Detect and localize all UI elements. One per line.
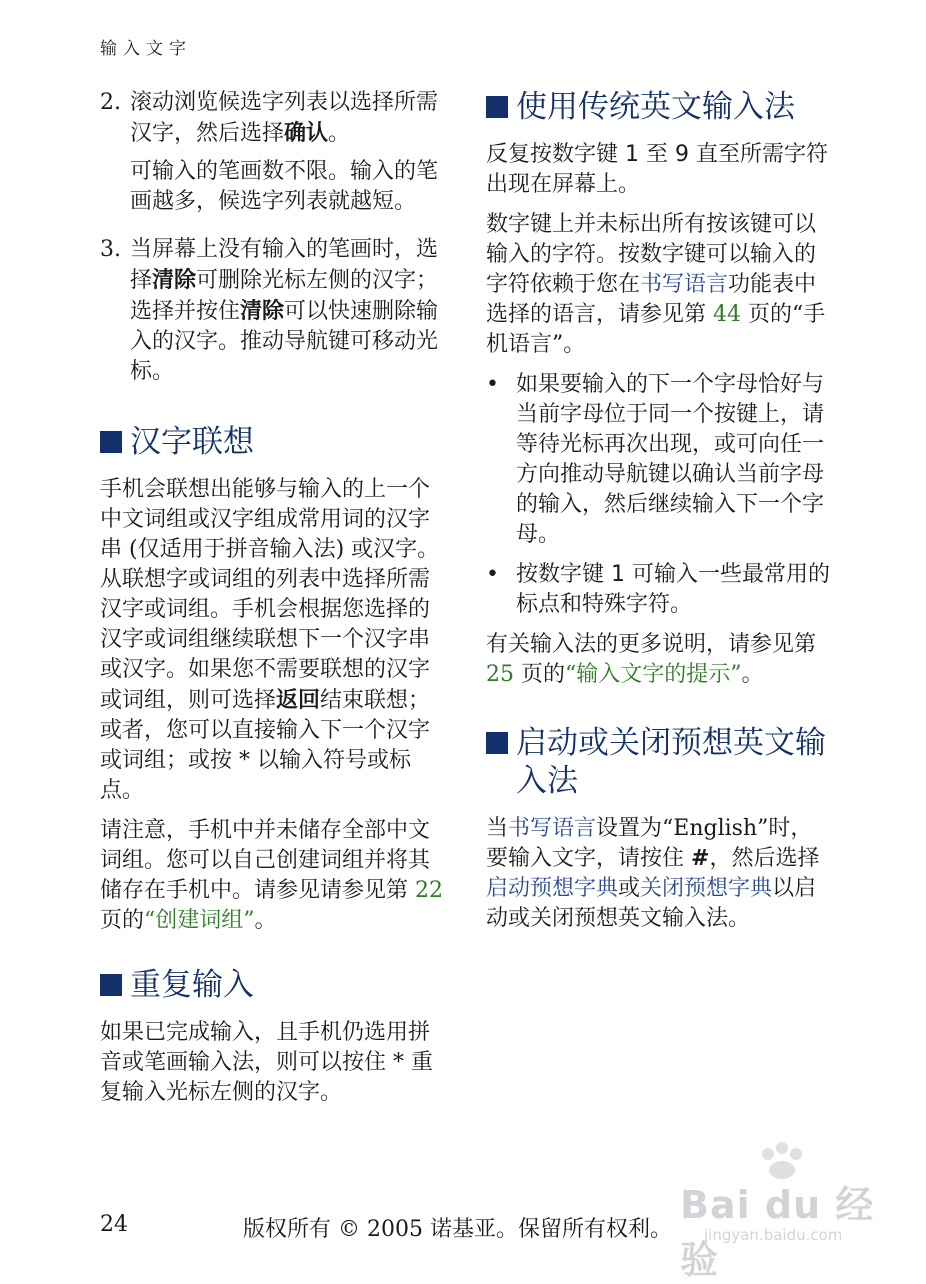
text-run: 可以快速删除输入的汉字。推动导航键可移动光标。	[130, 299, 439, 384]
text-run: 页的	[514, 662, 565, 687]
predictive-paragraph	[486, 814, 831, 934]
heading-text: 使用传统英文输入法	[516, 89, 795, 125]
text-run: 可输入一些最常用的标点和特殊字符。	[516, 562, 830, 617]
text-run: 手机会联想出能够与输入的上一个中文词组或汉字组成常用词的汉字串 (仅适用于拼音输入法) 或汉字。从联想字或词组的列表中选择所需汉字或词组。手机会根据您选择的汉字或词组继续联想下一个汉字串或汉字。如果您不需要联想的汉字或词组，则可选择	[100, 477, 440, 713]
association-note	[100, 816, 445, 936]
hash-key: #	[691, 846, 710, 871]
key-label: 9	[675, 142, 689, 167]
key-label: 1	[625, 142, 639, 167]
step-2	[100, 88, 445, 225]
bullet-dot-icon: •	[486, 562, 499, 587]
section-heading-association	[100, 423, 445, 461]
bullet-item	[486, 370, 831, 550]
key-label: 1	[611, 562, 625, 587]
bullet-text	[516, 560, 831, 620]
association-paragraph	[100, 475, 445, 806]
text-run: ，然后选择	[709, 846, 820, 871]
running-header: 输入文字	[100, 39, 192, 59]
page-ref[interactable]: 22	[415, 878, 443, 903]
clear-term: 清除	[240, 298, 285, 324]
square-bullet-icon	[486, 732, 508, 754]
step-2-note: 可输入的笔画数不限。输入的笔画越多，候选字列表就越短。	[130, 159, 439, 214]
square-bullet-icon	[486, 96, 508, 118]
step-number: 2.	[100, 90, 121, 115]
page-number: 24	[100, 1212, 128, 1237]
writing-language-link[interactable]: 书写语言	[640, 272, 729, 297]
heading-text: 启动或关闭预想英文输入法	[516, 725, 826, 799]
heading-text: 汉字联想	[130, 424, 254, 460]
cross-ref-link[interactable]: “输入文字的提示”	[565, 662, 742, 687]
disable-predictive-link[interactable]: 关闭预想字典	[640, 876, 773, 901]
text-run: 数字键上并未标出所有按该键可以输入的字符。按数字键可以输入的字符依赖于您在	[486, 212, 817, 297]
watermark-url: jingyan.baidu.com	[704, 1226, 843, 1244]
text-run: 结束联想；或者，您可以直接输入下一个汉字或词组；或按 * 以输入符号或标点。	[100, 688, 431, 803]
text-run: 。	[328, 121, 351, 146]
text-run: 反复按数字键	[486, 142, 625, 167]
section-heading-predictive	[486, 724, 831, 800]
page-ref[interactable]: 25	[486, 662, 514, 687]
bullet-item	[486, 560, 831, 620]
repeat-paragraph: 如果已完成输入，且手机仍选用拼音或笔画输入法，则可以按住 * 重复输入光标左侧的汉字。	[100, 1020, 433, 1105]
text-run: 页的	[100, 908, 145, 933]
step-2-text	[130, 88, 445, 149]
text-run: 。	[741, 662, 764, 687]
text-run: 有关输入法的更多说明，请参见第	[486, 632, 817, 657]
text-run: 设置为“English”时，要输入文字，请按住	[486, 816, 813, 871]
copyright-notice: 版权所有 © 2005 诺基亚。保留所有权利。	[243, 1217, 672, 1242]
bullet-dot-icon: •	[486, 372, 499, 397]
back-term: 返回	[276, 687, 321, 713]
text-run: 请注意，手机中并未储存全部中文词组。您可以自己创建词组并将其储存在手机中。请参见请参见第	[100, 818, 431, 903]
heading-text: 重复输入	[130, 967, 254, 1003]
left-column	[100, 88, 445, 1118]
text-run: 直至所需字符出现在屏幕上。	[486, 142, 828, 197]
traditional-p3	[486, 630, 831, 690]
bullet-text: 如果要输入的下一个字母恰好与当前字母位于同一个按键上，请等待光标再次出现，或可向任一方向推动导航键以确认当前字母的输入，然后继续输入下一个字母。	[516, 372, 825, 547]
text-run: 或	[618, 876, 641, 901]
text-run: 功能表中选择的语言，请参见第	[486, 272, 817, 327]
text-run: 按数字键	[516, 562, 611, 587]
text-run: 。	[254, 908, 277, 933]
text-run: 页的“手机语言”。	[486, 302, 826, 357]
square-bullet-icon	[100, 431, 122, 453]
text-run: 可删除光标左侧的汉字；选择并按住	[130, 268, 439, 324]
confirm-term: 确认	[284, 120, 329, 146]
section-heading-repeat	[100, 966, 445, 1004]
step-number: 3.	[100, 237, 121, 262]
traditional-p2	[486, 210, 831, 360]
right-column	[486, 88, 831, 944]
watermark-logo	[680, 1140, 880, 1282]
traditional-p1	[486, 140, 831, 200]
text-run: 以启动或关闭预想英文输入法。	[486, 876, 817, 931]
text-run: 当	[486, 816, 509, 841]
cross-ref-link[interactable]: “创建词组”	[144, 908, 255, 933]
step-3	[100, 235, 445, 395]
writing-language-link[interactable]: 书写语言	[508, 816, 597, 841]
clear-term: 清除	[152, 267, 197, 293]
square-bullet-icon	[100, 974, 122, 996]
page-ref[interactable]: 44	[713, 302, 741, 327]
watermark-text: Bai du 经验	[680, 1183, 875, 1282]
step-3-text	[130, 235, 445, 387]
text-run: 至	[639, 142, 675, 167]
section-heading-traditional	[486, 88, 831, 126]
text-run: 当屏幕上没有输入的笔画时，选择	[130, 237, 439, 293]
text-run: 滚动浏览候选字列表以选择所需汉字，然后选择	[130, 90, 439, 146]
enable-predictive-link[interactable]: 启动预想字典	[486, 876, 619, 901]
